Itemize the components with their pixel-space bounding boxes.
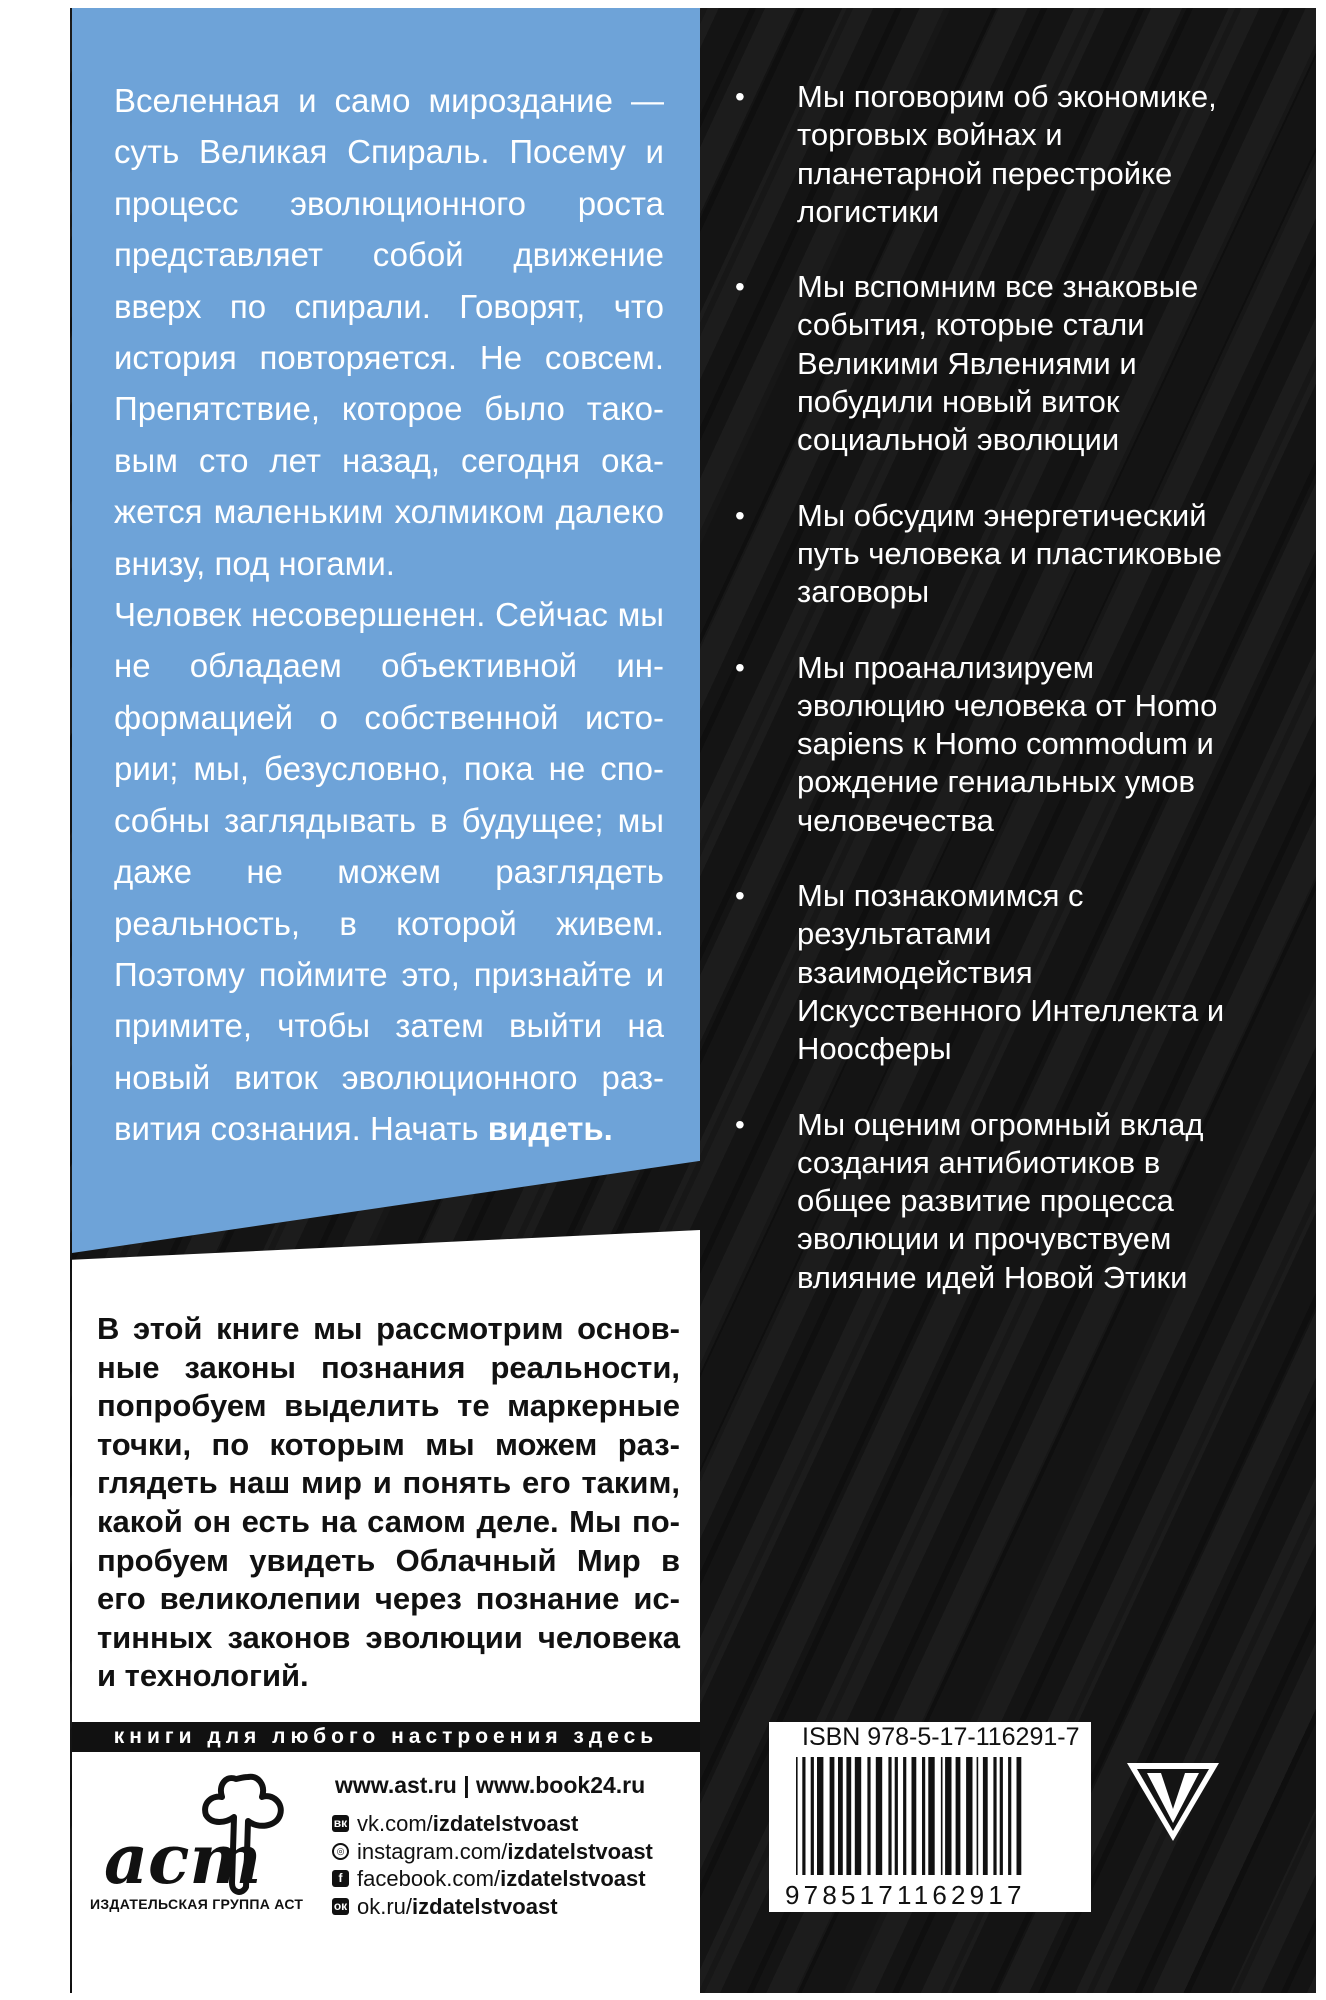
publisher-tagline: книги для любого настроения здесь	[72, 1722, 700, 1752]
logo-text: аст	[104, 1820, 262, 1900]
isbn-number: ISBN 978-5-17-116291-7	[802, 1723, 1080, 1751]
publisher-websites[interactable]: www.ast.ru | www.book24.ru	[335, 1772, 646, 1798]
social-handle: izdatelstvoast	[507, 1838, 653, 1864]
right-edge-strip	[1316, 8, 1324, 1993]
bullet-item: • Мы обсудим энергетический путь человека и пластиковые заговоры	[735, 497, 1235, 612]
feature-bullet-list	[735, 78, 1235, 1334]
barcode-icon	[792, 1757, 1072, 1885]
social-link-instagram[interactable]	[332, 1838, 702, 1866]
social-prefix: instagram.com/	[357, 1838, 508, 1864]
social-handle: izdatelstvoast	[432, 1811, 579, 1836]
v-logo-icon	[1125, 1757, 1221, 1843]
ean-number: 9785171162917	[785, 1880, 1026, 1910]
vk-icon: вк	[333, 1816, 348, 1831]
annotation-final-bold: видеть.	[487, 1110, 613, 1148]
annotation-paragraph-2	[114, 589, 664, 1154]
bullet-item: • Мы проанализируем эволюцию человека от Homo sapiens к Homo commodum и рождение гениальных умов человечества	[735, 649, 1235, 840]
annotation-paragraph-1: Вселенная и само мироздание — суть Великая Спираль. Посему и процесс эволюционного роста представляет собой движение вверх по спирали. Говорят, что история повторяется. Не совсем. Препятствие, которое было таковым сто лет назад, сегодня окажется маленьким холмиком далеко внизу, под ногами.	[114, 82, 664, 582]
bullet-item: • Мы оценим огромный вклад создания антибиотиков в общее развитие процесса эволюции и прочувствуем влияние идей Новой Этики	[735, 1106, 1235, 1297]
social-link-vk[interactable]	[332, 1810, 702, 1838]
odnoklassniki-icon: ок	[333, 1898, 348, 1913]
social-link-facebook[interactable]	[332, 1865, 702, 1893]
summary-text: В этой книге мы рассмотрим основные законы познания реальности, попробуем выделить те маркерные точки, по которым мы можем разглядеть наш мир и понять его таким, какой он есть на самом деле. Мы попробуем увидеть Облачный Мир в его великолепии через познание истинных законов эволюции человека и технологий.	[97, 1311, 680, 1694]
social-prefix: vk.com/	[357, 1811, 433, 1836]
social-link-ok[interactable]	[332, 1893, 702, 1921]
bullet-item: • Мы поговорим об экономике, торговых войнах и планетарной перестройке логистики	[735, 78, 1235, 231]
social-links	[332, 1810, 702, 1920]
instagram-icon: ◎	[332, 1843, 349, 1860]
social-handle: izdatelstvoast	[412, 1893, 558, 1919]
social-handle: izdatelstvoast	[500, 1866, 646, 1891]
bullet-item: • Мы вспомним все знаковые события, которые стали Великими Явлениями и побудили новый виток социальной эволюции	[735, 268, 1235, 459]
annotation-paragraph-2-text: Человек несовершенен. Сейчас мы не обладаем объективной информацией о собственной истории; мы, безусловно, пока не способны заглядывать в будущее; мы даже не можем разглядеть реальность, в которой живем. Поэтому поймите это, признайте и примите, чтобы затем выйти на новый виток эволюционного развития сознания. Начать	[114, 596, 664, 1148]
bullet-item: • Мы познакомимся с результатами взаимодействия Искусственного Интеллекта и Ноосферы	[735, 877, 1235, 1068]
publisher-caption: ИЗДАТЕЛЬСКАЯ ГРУППА АСТ	[90, 1896, 304, 1912]
facebook-icon: f	[332, 1870, 349, 1887]
social-prefix: ok.ru/	[357, 1893, 413, 1919]
social-prefix: facebook.com/	[357, 1866, 501, 1891]
annotation-text	[114, 75, 664, 1155]
